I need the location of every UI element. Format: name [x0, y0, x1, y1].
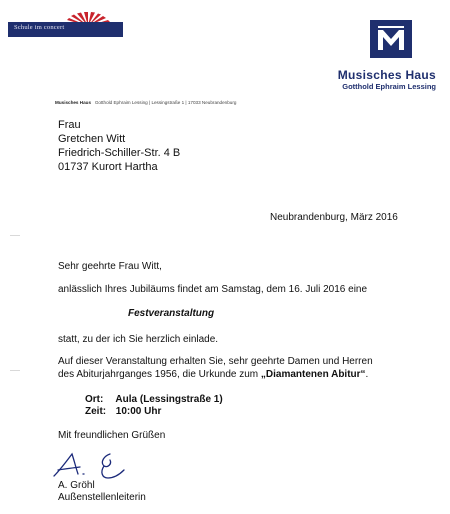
body-line-3: Auf dieser Veranstaltung erhalten Sie, sehr geehrte Damen und Herren [58, 356, 373, 367]
closing: Mit freundlichen Grüßen [58, 430, 166, 441]
signer-title: Außenstellenleiterin [58, 492, 146, 503]
fold-mark [10, 370, 20, 371]
time-detail [85, 406, 161, 417]
recipient-city: 01737 Kurort Hartha [58, 161, 158, 173]
time-value: 10:00 Uhr [115, 406, 162, 417]
sender-line [55, 100, 236, 105]
place-detail [85, 394, 223, 405]
greeting: Sehr geehrte Frau Witt, [58, 261, 162, 272]
body-line-4-prefix: des Abiturjahrganges 1956, die Urkunde zum [58, 369, 261, 380]
sender-name: Musisches Haus [55, 100, 91, 105]
recipient-street: Friedrich-Schiller-Str. 4 B [58, 147, 181, 159]
place-date: Neubrandenburg, März 2016 [270, 212, 398, 223]
recipient-name: Gretchen Witt [58, 133, 126, 145]
banner-text: Schule im concert [14, 24, 65, 31]
event-name: Festveranstaltung [128, 308, 215, 319]
body-line-4-suffix: . [365, 369, 369, 380]
place-label: Ort: [85, 394, 104, 405]
body-line-1: anlässlich Ihres Jubiläums findet am Samstag, dem 16. Juli 2016 eine [58, 284, 368, 295]
house-logo [326, 20, 436, 92]
logo-subtitle: Gotthold Ephraim Lessing [342, 82, 436, 91]
banner-logo [8, 12, 123, 38]
time-label: Zeit: [85, 406, 107, 417]
fold-mark [10, 235, 20, 236]
signer-name: A. Gröhl [58, 480, 95, 491]
house-emblem-icon [370, 20, 412, 58]
place-value: Aula (Lessingstraße 1) [115, 394, 223, 405]
body-line-2: statt, zu der ich Sie herzlich einlade. [58, 334, 219, 345]
recipient-salutation: Frau [58, 119, 81, 131]
handwritten-signature [50, 448, 140, 484]
diploma-name: „Diamantenen Abitur“ [260, 369, 366, 380]
sender-details: Gotthold Ephraim Lessing | Lessingstraße 1 | 17033 Neubrandenburg [94, 100, 237, 105]
logo-name: Musisches Haus [337, 68, 436, 82]
body-line-4 [58, 369, 368, 380]
